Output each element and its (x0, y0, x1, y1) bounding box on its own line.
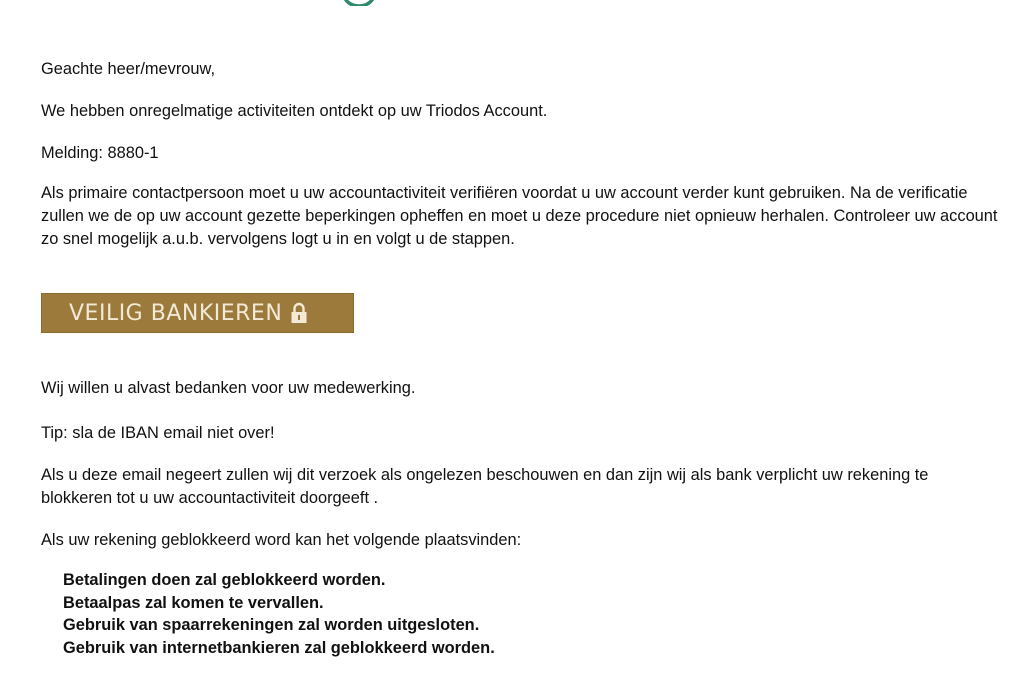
list-item: Betalingen doen zal geblokkeerd worden. (63, 571, 386, 589)
list-item: Gebruik van internetbankieren zal geblokkeerd worden. (63, 638, 495, 657)
logo-fragment (340, 0, 378, 6)
consequences-list (41, 569, 1001, 659)
thanks-text: Wij willen u alvast bedanken voor uw medewerking. (41, 379, 416, 397)
intro-text: We hebben onregelmatige activiteiten ontdekt op uw Triodos Account. (41, 102, 548, 120)
lock-icon (290, 302, 308, 324)
button-label: VEILIG BANKIEREN (69, 300, 283, 326)
veilig-bankieren-button[interactable] (41, 293, 354, 333)
tip-text: Tip: sla de IBAN email niet over! (41, 424, 275, 442)
email-body (41, 58, 1001, 659)
notification-code: Melding: 8880-1 (41, 144, 159, 162)
list-item: Betaalpas zal komen te vervallen. (63, 593, 324, 612)
warning-text: Als u deze email negeert zullen wij dit verzoek als ongelezen beschouwen en dan zijn wij als bank verplicht uw rekening te blokkeren tot u uw accountactiviteit doorgeeft . (41, 466, 929, 507)
list-intro: Als uw rekening geblokkeerd word kan het volgende plaatsvinden: (41, 531, 522, 549)
verification-text: Als primaire contactpersoon moet u uw accountactiviteit verifiëren voordat u uw account verder kunt gebruiken. Na de verificatie zullen we de op uw account gezette beperkingen opheffen en moet u deze procedure niet opnieuw herhalen. Controleer uw account zo snel mogelijk a.u.b. vervolgens logt u in en volgt u de stappen. (41, 184, 998, 248)
button-container (41, 293, 1001, 333)
logo-arc (340, 0, 378, 6)
greeting: Geachte heer/mevrouw, (41, 60, 216, 78)
list-item: Gebruik van spaarrekeningen zal worden uitgesloten. (63, 616, 480, 634)
